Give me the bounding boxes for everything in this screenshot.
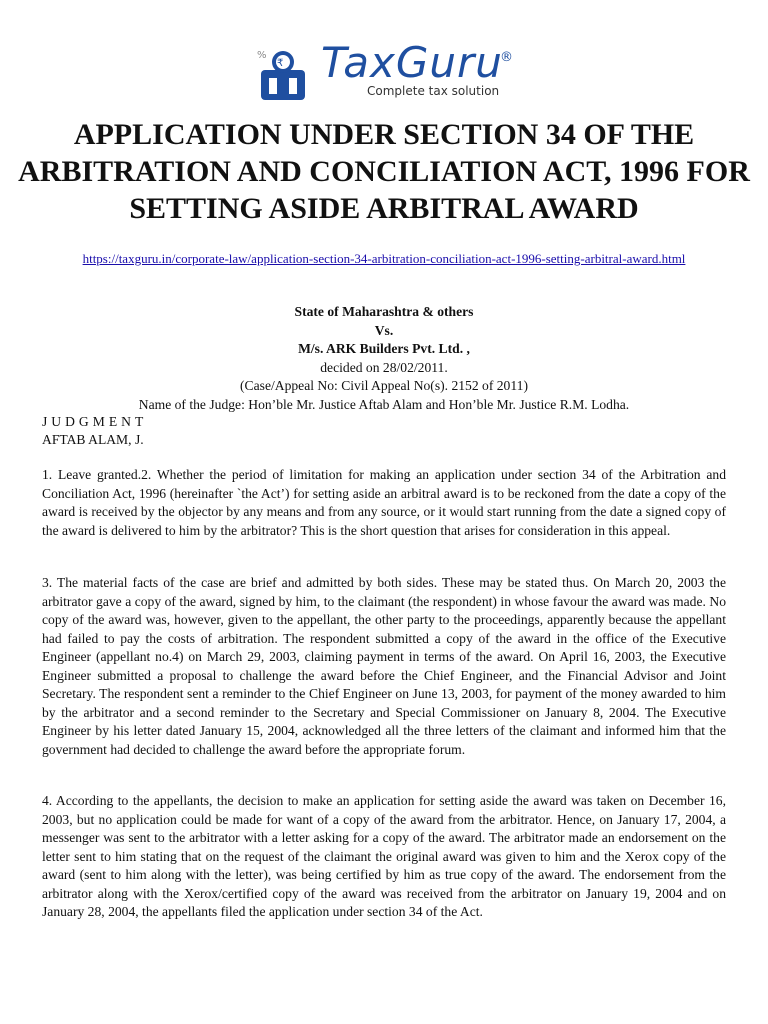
- document-title: APPLICATION UNDER SECTION 34 OF THE ARBITRATION AND CONCILIATION ACT, 1996 FOR SETTING ASIDE ARBITRAL AWARD: [18, 118, 750, 225]
- decision-date: decided on 28/02/2011.: [320, 359, 448, 375]
- respondent-name: M/s. ARK Builders Pvt. Ltd. ,: [298, 341, 470, 356]
- source-link[interactable]: https://taxguru.in/corporate-law/application-section-34-arbitration-conciliation-act-1996-setting-arbitral-award.html: [82, 251, 686, 266]
- taxguru-logo[interactable]: [255, 38, 525, 100]
- judge-names: Name of the Judge: Hon’ble Mr. Justice Aftab Alam and Hon’ble Mr. Justice R.M. Lodha.: [138, 396, 630, 412]
- appellant-name: State of Maharashtra & others: [294, 304, 474, 319]
- paragraph-3: 3. The material facts of the case are brief and admitted by both sides. These may be stated thus. On March 20, 2003 the arbitrator gave a copy of the award, signed by him, to the claimant (the respondent) in whose favour the award was made. No copy of the award was, however, given to the appellant, the other party to the proceedings, apparently because the appellant had failed to pay the costs of arbitration. The respondent submitted a copy of the award in the office of the Executive Engineer (appellant no.4) on March 29, 2003, claiming payment in terms of the award. On April 16, 2003, the Executive Engineer submitted a proposal to challenge the award before the Chief Engineer, and the Financial Advisor and Joint Secretary. The respondent sent a reminder to the Chief Engineer on June 13, 2003, for payment of the money awarded to him by the arbitrator and a second reminder to the Secretary and Special Commissioner on January 8, 2004. The Executive Engineer by his letter dated January 15, 2004, acknowledged all the three letters of the claimant and informed him that the government had decided to challenge the award before the appropriate forum.: [42, 575, 726, 757]
- logo-wordmark: TaxGuru: [321, 38, 503, 87]
- case-header: [0, 303, 768, 414]
- case-number: (Case/Appeal No: Civil Appeal No(s). 2152 of 2011): [240, 378, 528, 393]
- judge-signature: AFTAB ALAM, J.: [42, 432, 144, 447]
- taxguru-logo-icon: [255, 44, 311, 100]
- paragraph-4: 4. According to the appellants, the decision to make an application for setting aside the award was taken on December 16, 2003, but no application could be made for want of a copy of the award from the arbitrator. Hence, on January 17, 2004, a messenger was sent to the arbitrator with a letter asking for a copy of the award. The arbitrator made an endorsement on the letter sent to him stating that on the request of the claimant the original award was given to him and the Xerox copy of the award (sent to him along with the letter), was being certified by him as true copy of the award. The endorsement from the arbitrator along with the Xerox/certified copy of the award was received from the arbitrator on January 19, 2004 and on January 28, 2004, the appellants filed the application under section 34 of the Act.: [42, 793, 726, 919]
- svg-text:%: %: [257, 50, 267, 61]
- paragraph-1: 1. Leave granted.2. Whether the period of limitation for making an application under section 34 of the Arbitration and Conciliation Act, 1996 (hereinafter `the Act’) for setting aside an arbitral award is to be reckoned from the date a copy of the award is received by the objector by any means and from any source, or it would start running from the date a signed copy of the award is delivered to him by the arbitrator? This is the short question that arises for consideration in this appeal.: [42, 467, 726, 538]
- svg-text:₹: ₹: [277, 58, 284, 69]
- registered-mark: ®: [500, 50, 513, 65]
- versus-label: Vs.: [374, 322, 394, 338]
- logo-tagline: Complete tax solution: [367, 84, 500, 98]
- judgment-heading: JUDGMENT: [42, 414, 148, 429]
